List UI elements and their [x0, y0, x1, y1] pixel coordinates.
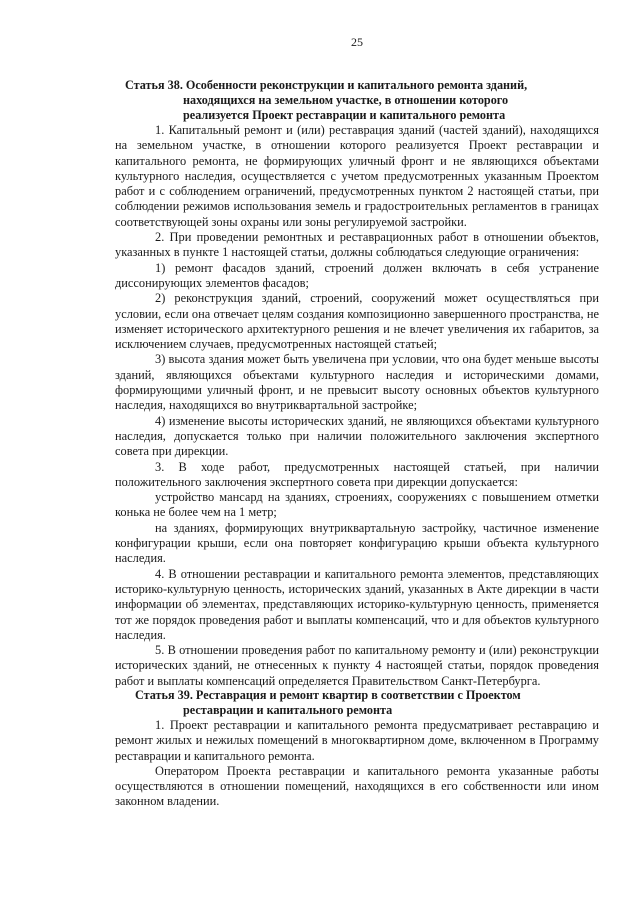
- paragraph: 3. В ходе работ, предусмотренных настоящей статьей, при наличии положительного заключения экспертного совета при дирекции допускается:: [115, 459, 599, 489]
- page-number: 25: [351, 35, 363, 49]
- paragraph: 2) реконструкция зданий, строений, сооружений может осуществляться при условии, если она отвечает целям создания композиционно завершенного пространства, не изменяет исторического архитектурного решения и не влечет увеличения их габаритов, за исключением случаев, предусмотренных настоящей статьей;: [115, 291, 599, 352]
- paragraph: 1. Проект реставрации и капитального ремонта предусматривает реставрацию и ремонт жилых и нежилых помещений в многоквартирном доме, включенном в Программу реставрации и капитального ремонта.: [115, 718, 599, 763]
- article-38-title-line: Статья 38. Особенности реконструкции и капитального ремонта зданий,: [125, 78, 528, 92]
- paragraph: 1) ремонт фасадов зданий, строений должен включать в себя устранение диссонирующих элементов фасадов;: [115, 260, 599, 290]
- article-38-title: [115, 78, 599, 123]
- paragraph: 4. В отношении реставрации и капитального ремонта элементов, представляющих историко-культурную ценность, исторических зданий, указанных в Акте дирекции в части информации об элементах, представляющих историко-культурную ценность, применяется тот же порядок проведения работ и выплаты компенсаций, что и для объектов культурного наследия.: [115, 566, 599, 642]
- article-39-title: [115, 688, 599, 718]
- paragraph: устройство мансард на зданиях, строениях, сооружениях с повышением отметки конька не более чем на 1 метр;: [115, 490, 599, 520]
- article-39: [115, 688, 599, 810]
- article-39-title-line: Статья 39. Реставрация и ремонт квартир в соответствии с Проектом: [135, 688, 521, 702]
- paragraph: 5. В отношении проведения работ по капитальному ремонту и (или) реконструкции исторических зданий, не отнесенных к пункту 4 настоящей статьи, порядок проведения работ и выплаты компенсаций определяется Правительством Санкт-Петербурга.: [115, 643, 599, 688]
- paragraph: Оператором Проекта реставрации и капитального ремонта указанные работы осуществляются в отношении помещений, находящихся в его собственности или ином законном владении.: [115, 763, 599, 809]
- article-38: [115, 78, 599, 689]
- article-38-title-line: находящихся на земельном участке, в отношении которого: [183, 93, 509, 107]
- paragraph: 4) изменение высоты исторических зданий, не являющихся объектами культурного наследия, допускается только при наличии положительного заключения экспертного совета при дирекции.: [115, 413, 599, 459]
- article-39-title-line: реставрации и капитального ремонта: [183, 703, 393, 717]
- paragraph: 3) высота здания может быть увеличена при условии, что она будет меньше высоты зданий, являющихся объектами культурного наследия и историческими домами, формирующими уличный фронт, и не превысит высоту основных объектов культурного наследия, находящихся во внутриквартальной застройке;: [115, 352, 599, 413]
- paragraph: на зданиях, формирующих внутриквартальную застройку, частичное изменение конфигурации крыши, если она повторяет конфигурацию крыши объекта культурного наследия.: [115, 520, 599, 566]
- article-38-title-line: реализуется Проект реставрации и капитального ремонта: [183, 108, 506, 122]
- paragraph: 1. Капитальный ремонт и (или) реставрация зданий (частей зданий), находящихся на земельном участке, в отношении которого реализуется Проект реставрации и капитального ремонта, не формирующих уличный фронт и не являющихся объектами культурного наследия, осуществляется с учетом предусмотренных указанным Проектом работ и с соблюдением ограничений, предусмотренных пунктом 2 настоящей статьи, при соблюдении режимов использования земель и градостроительных регламентов в границах соответствующей зоны охраны или зоны регулируемой застройки.: [115, 123, 599, 229]
- paragraph: 2. При проведении ремонтных и реставрационных работ в отношении объектов, указанных в пункте 1 настоящей статьи, должны соблюдаться следующие ограничения:: [115, 230, 599, 260]
